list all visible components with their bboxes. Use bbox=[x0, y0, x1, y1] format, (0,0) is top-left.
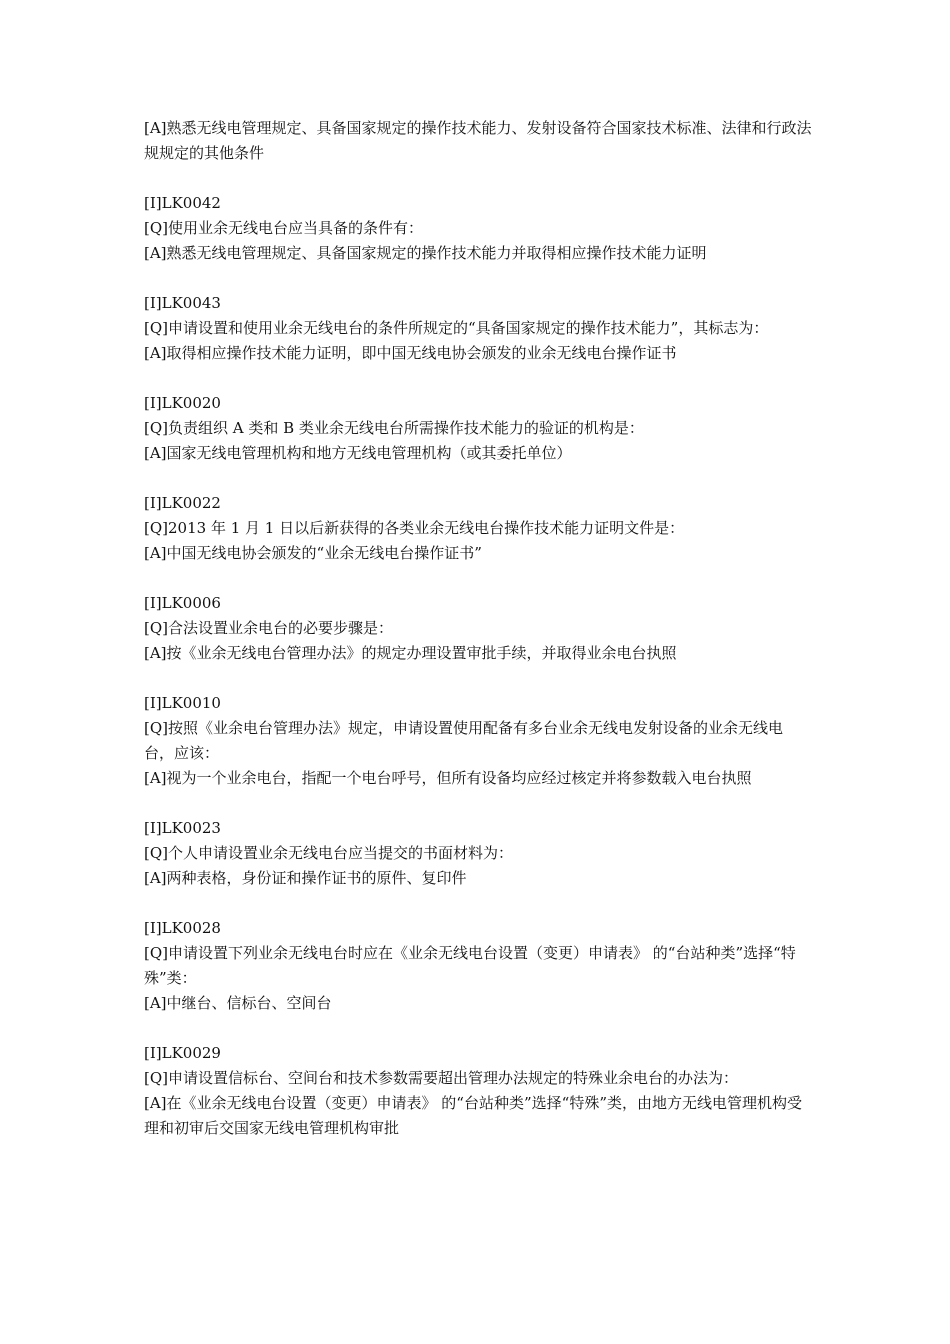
continued-answer-block bbox=[144, 116, 812, 166]
answer-text: [A]视为一个业余电台，指配一个电台呼号，但所有设备均应经过核定并将参数载入电台执照 bbox=[144, 769, 752, 787]
qa-item bbox=[144, 491, 812, 566]
item-id: [I]LK0023 bbox=[144, 819, 221, 837]
answer-text: [A]中继台、信标台、空间台 bbox=[144, 994, 332, 1012]
qa-item bbox=[144, 291, 812, 366]
question-text: [Q]负责组织 A 类和 B 类业余无线电台所需操作技术能力的验证的机构是： bbox=[144, 419, 644, 437]
question-text: [Q]申请设置和使用业余无线电台的条件所规定的“具备国家规定的操作技术能力”，其标志为： bbox=[144, 319, 769, 337]
answer-text: [A]取得相应操作技术能力证明，即中国无线电协会颁发的业余无线电台操作证书 bbox=[144, 344, 677, 362]
document-page bbox=[144, 116, 812, 1166]
item-id: [I]LK0022 bbox=[144, 494, 221, 512]
question-text: [Q]按照《业余电台管理办法》规定，申请设置使用配备有多台业余无线电发射设备的业余无线电台，应该： bbox=[144, 719, 784, 762]
qa-item bbox=[144, 816, 812, 891]
item-id: [I]LK0020 bbox=[144, 394, 221, 412]
question-text: [Q]个人申请设置业余无线电台应当提交的书面材料为： bbox=[144, 844, 514, 862]
answer-text: [A]在《业余无线电台设置（变更）申请表》 的“台站种类”选择“特殊”类，由地方无线电管理机构受理和初审后交国家无线电管理机构审批 bbox=[144, 1094, 802, 1137]
qa-item bbox=[144, 191, 812, 266]
item-id: [I]LK0042 bbox=[144, 194, 221, 212]
qa-item bbox=[144, 391, 812, 466]
item-id: [I]LK0043 bbox=[144, 294, 221, 312]
item-id: [I]LK0028 bbox=[144, 919, 221, 937]
answer-text: [A]熟悉无线电管理规定、具备国家规定的操作技术能力、发射设备符合国家技术标准、法律和行政法规规定的其他条件 bbox=[144, 119, 812, 162]
answer-text: [A]两种表格，身份证和操作证书的原件、复印件 bbox=[144, 869, 467, 887]
item-id: [I]LK0029 bbox=[144, 1044, 221, 1062]
question-text: [Q]2013 年 1 月 1 日以后新获得的各类业余无线电台操作技术能力证明文件是： bbox=[144, 519, 685, 537]
item-id: [I]LK0010 bbox=[144, 694, 221, 712]
question-text: [Q]使用业余无线电台应当具备的条件有： bbox=[144, 219, 424, 237]
question-text: [Q]合法设置业余电台的必要步骤是： bbox=[144, 619, 394, 637]
qa-item bbox=[144, 1041, 812, 1141]
question-text: [Q]申请设置下列业余无线电台时应在《业余无线电台设置（变更）申请表》 的“台站种类”选择“特殊”类： bbox=[144, 944, 796, 987]
answer-text: [A]中国无线电协会颁发的“业余无线电台操作证书” bbox=[144, 544, 482, 562]
qa-item bbox=[144, 591, 812, 666]
qa-item bbox=[144, 691, 812, 791]
question-text: [Q]申请设置信标台、空间台和技术参数需要超出管理办法规定的特殊业余电台的办法为： bbox=[144, 1069, 739, 1087]
item-id: [I]LK0006 bbox=[144, 594, 221, 612]
qa-item bbox=[144, 916, 812, 1016]
answer-text: [A]按《业余无线电台管理办法》的规定办理设置审批手续，并取得业余电台执照 bbox=[144, 644, 677, 662]
answer-text: [A]国家无线电管理机构和地方无线电管理机构（或其委托单位） bbox=[144, 444, 572, 462]
answer-text: [A]熟悉无线电管理规定、具备国家规定的操作技术能力并取得相应操作技术能力证明 bbox=[144, 244, 707, 262]
